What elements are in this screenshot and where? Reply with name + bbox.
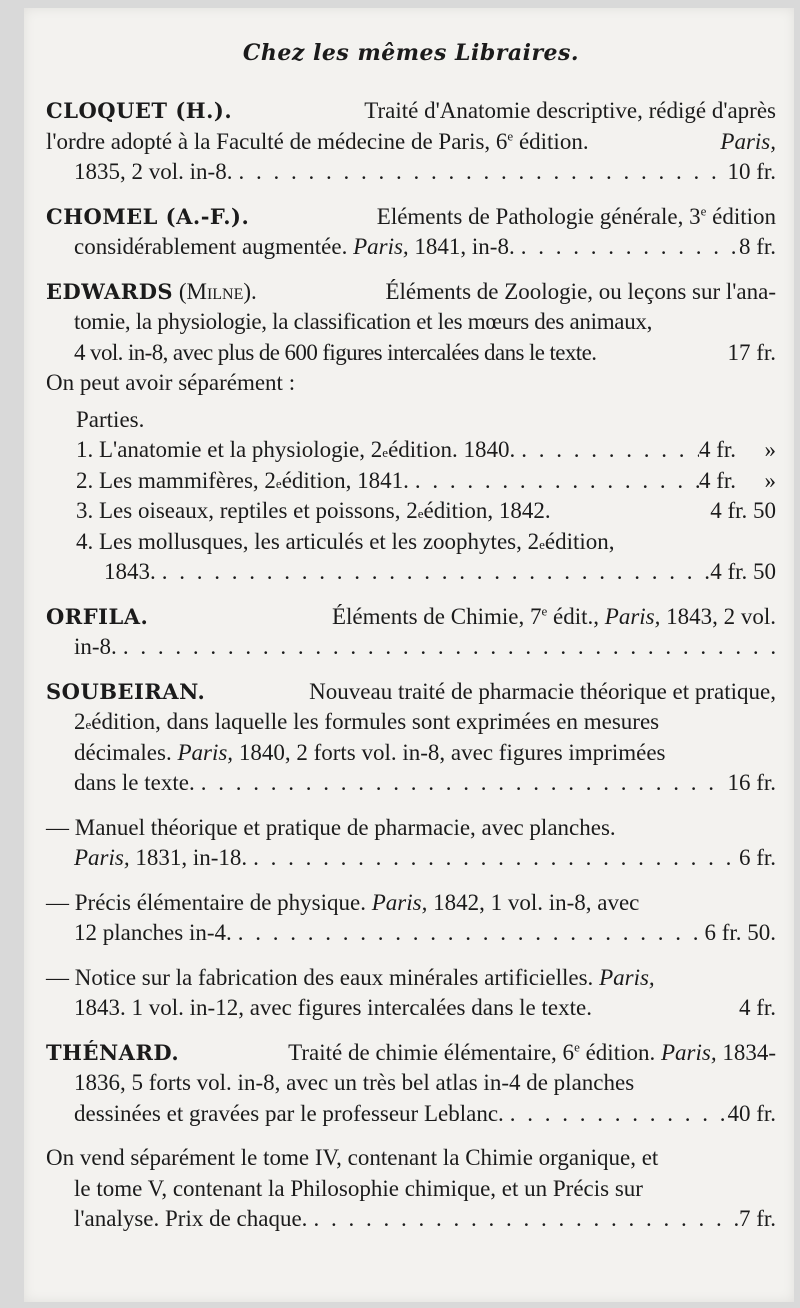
price: 7 fr.	[738, 1206, 776, 1231]
entry-edwards: EDWARDS (Milne). Éléments de Zoologie, ou leçons sur l'ana- tomie, la physiologie, la classification et les mœurs des animaux, 4 vol. in-8, avec plus de 600 figures intercalées dans le texte. 17 fr. On peut avoir séparément : Parties. 1. L'anatomie et la physiologie, 2 e édition. 1840. . . . 4 fr. » 2. Les mammifères, 2 e édition, 1841. . . . 4 fr. » 3. Les oiseaux, reptiles et poissons, 2 e édition, 1842. 4 fr. 50 4. Les mollusques, les articulés et les zoophytes, 2 e édition, 1843. . . . 4 fr. 50	[46, 277, 776, 588]
price: 4 fr. 50	[710, 559, 776, 584]
price: 16 fr.	[727, 770, 776, 795]
part-row: 3. Les oiseaux, reptiles et poissons, 2 e édition, 1842. 4 fr. 50	[46, 496, 776, 527]
price: 17 fr.	[727, 339, 776, 365]
sub-entry-precis: — Précis élémentaire de physique. Paris, 1842, 1 vol. in-8, avec	[46, 889, 640, 915]
price: 4 fr.	[738, 995, 776, 1020]
thenard-note: On vend séparément le tome IV, contenant la Chimie organique, et	[46, 1145, 659, 1170]
author-name: THÉNARD.	[46, 1039, 180, 1065]
part-row: 2. Les mammifères, 2 e édition, 1841. . . . 4 fr. »	[46, 466, 776, 497]
price: 4 fr. 50	[710, 498, 776, 523]
page-header: Chez les mêmes Libraires.	[242, 40, 580, 66]
price: 4 fr.	[698, 437, 736, 462]
entry-thenard: THÉNARD. Traité de chimie élémentaire, 6e édition. Paris, 1834- 1836, 5 forts vol. in-8, avec un très bel atlas in-4 de planches dessinées et gravées par le professeur Leblanc. . . . 40 fr. On vend séparément le tome IV, contenant la Chimie organique, et le tome V, contenant la Philosophie chimique, et un Précis sur l'analyse. Prix de chaque. . . . 7 fr.	[46, 1038, 776, 1235]
part-row: 1. L'anatomie et la physiologie, 2 e édition. 1840. . . . 4 fr. »	[46, 435, 776, 466]
author-name: ORFILA.	[46, 603, 149, 629]
price: 8 fr.	[738, 234, 776, 259]
entry-soubeiran: SOUBEIRAN. Nouveau traité de pharmacie théorique et pratique, 2 e édition, dans laquelle les formules sont exprimées en mesures décimales. Paris, 1840, 2 forts vol. in-8, avec figures imprimées dans le texte. . . . 16 fr. — Manuel théorique et pratique de pharmacie, avec planches. Paris, 1831, in-18. . . . 6 fr. — Précis élémentaire de physique. Paris, 1842, 1 vol. in-8, avec 12 planches in-4. . . . 6 fr. 50. — Notice sur la fabrication des eaux minérales artificielles. Paris, 1843. 1 vol. in-12, avec figures intercalées dans le texte. 4 fr.	[46, 677, 776, 1024]
price: 6 fr.	[738, 845, 776, 870]
entry-orfila: ORFILA. Éléments de Chimie, 7e édit., Paris, 1843, 2 vol. in-8. . . .	[46, 602, 776, 663]
part-row: 4. Les mollusques, les articulés et les zoophytes, 2 e édition,	[76, 528, 615, 554]
author-name: CLOQUET (H.).	[46, 98, 233, 123]
sub-entry-manuel: — Manuel théorique et pratique de pharmacie, avec planches.	[46, 814, 616, 840]
page-content	[46, 8, 776, 1235]
entry-cloquet: CLOQUET (H.). Traité d'Anatomie descriptive, rédigé d'après l'ordre adopté à la Faculté de médecine de Paris, 6e édition. Paris, 1835, 2 vol. in-8. . . . 10 fr.	[46, 96, 776, 188]
price: 4 fr.	[698, 467, 736, 493]
price: 6 fr. 50.	[704, 920, 776, 945]
price: 10 fr.	[727, 159, 776, 184]
entry-chomel: CHOMEL (A.-F.). Eléments de Pathologie générale, 3e édition considérablement augmentée. Paris, 1841, in-8. . . . 8 fr.	[46, 202, 776, 263]
price: 40 fr.	[727, 1100, 776, 1126]
author-name: SOUBEIRAN.	[46, 678, 206, 704]
book-page	[24, 8, 794, 1302]
author-name: EDWARDS	[46, 278, 174, 304]
author-name: CHOMEL (A.-F.).	[46, 203, 250, 229]
sub-entry-notice: — Notice sur la fabrication des eaux minérales artificielles. Paris,	[46, 964, 655, 990]
